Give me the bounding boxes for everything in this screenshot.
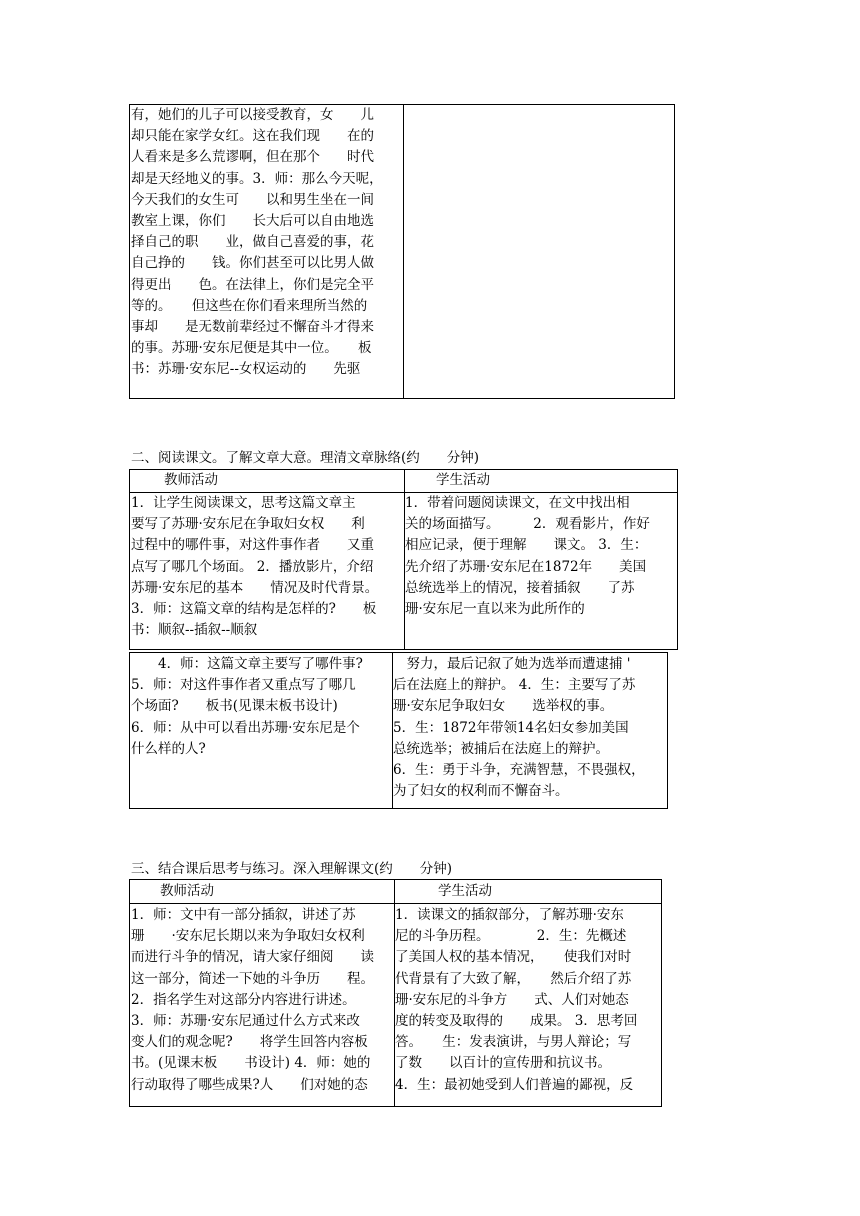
text-line: 度的转变及取得的 成果。 3．思考回 [395, 1013, 638, 1030]
text-line: 珊·安东尼的斗争方 式、人们对她态 [395, 991, 629, 1008]
text-line: 努力，最后记叙了她为选举而遭逮捕 ' [393, 656, 631, 672]
text-line: 珊 ·安东尼长期以来为争取妇女权利 [131, 928, 365, 945]
text-line: 行动取得了哪些成果?人 们对她的态 [131, 1076, 368, 1093]
section3-student-cell [395, 905, 661, 1105]
section3-teacher-cell [131, 905, 394, 1105]
text-line: 得更出 色。在法律上，你们是完全平 [131, 276, 374, 293]
student-activity-header: 学生活动 [436, 472, 490, 488]
text-line: 而进行斗争的情况，请大家仔细阅 读 [131, 949, 374, 966]
text-line: 自己挣的 钱。你们甚至可以比男人做 [131, 255, 374, 272]
section2-row2-teacher-cell [131, 654, 392, 806]
text-line: 后在法庭上的辩护。 4．生：主要写了苏 [393, 677, 636, 694]
text-line: 1．读课文的插叙部分，了解苏珊·安东 [395, 907, 624, 923]
text-line: 变人们的观念呢? 将学生回答内容板 [131, 1034, 368, 1051]
text-line: 什么样的人? [131, 740, 206, 757]
text-line: 点写了哪几个场面。 2．播放影片，介绍 [131, 558, 374, 575]
text-line: 相应记录，便于理解 课文。 3．生： [405, 537, 648, 554]
text-line: 苏珊·安东尼的基本 情况及时代背景。 [131, 579, 379, 596]
text-line: 1．师：文中有一部分插叙，讲述了苏 [131, 907, 356, 923]
text-line: 4．师：这篇文章主要写了哪件事? [131, 656, 363, 672]
text-line: 1．带着问题阅读课文，在文中找出相 [405, 495, 630, 511]
section2-heading: 二、阅读课文。了解文章大意。理清文章脉络(约 分钟) [131, 450, 480, 466]
text-line: 5．师：对这件事作者又重点写了哪几 [131, 677, 356, 694]
text-line: 书。(见课末板 书设计) 4．师：她的 [131, 1055, 371, 1072]
text-line: 3．师：苏珊·安东尼通过什么方式来改 [131, 1013, 360, 1030]
text-line: 等的。 但这些在你们看来理所当然的 [131, 297, 368, 314]
text-line: 个场面? 板书(见课末板书设计) [131, 698, 338, 715]
section2-row1-teacher-cell [131, 493, 403, 648]
text-line: 却是天经地义的事。3．师：那么今天呢， [131, 170, 383, 187]
section3-heading: 三、结合课后思考与练习。深入理解课文(约 分钟) [131, 861, 453, 877]
text-line: 答。 生：发表演讲，与男人辩论；写 [395, 1034, 632, 1051]
text-line: 2．指名学生对这部分内容进行讲述。 [131, 991, 356, 1008]
text-line: 3．师：这篇文章的结构是怎样的? 板 [131, 601, 377, 618]
text-line: 今天我们的女生可 以和男生坐在一间 [131, 191, 374, 208]
text-line: 1．让学生阅读课文，思考这篇文章主 [131, 495, 356, 511]
text-line: 为了妇女的权利而不懈奋斗。 [393, 783, 569, 800]
text-line: 珊·安东尼争取妇女 选举权的事。 [393, 698, 614, 715]
text-line: 总统选举；被捕后在法庭上的辩护。 [393, 740, 609, 757]
section3-header-underline [129, 903, 662, 904]
text-line: 人看来是多么荒谬啊，但在那个 时代 [131, 149, 374, 166]
section2-row2-student-cell [393, 654, 668, 806]
text-line: 5．生：1872年带领14名妇女参加美国 [393, 719, 629, 736]
text-line: 尼的斗争历程。 2．生：先概述 [395, 928, 627, 945]
text-line: 却只能在家学女红。这在我们现 在的 [131, 128, 374, 145]
text-line: 总统选举上的情况，接着插叙 了苏 [405, 579, 635, 596]
text-line: 6．生：勇于斗争，充满智慧，不畏强权， [393, 762, 645, 779]
text-line: 关的场面描写。 2．观看影片，作好 [405, 516, 650, 533]
table1-left-cell [131, 104, 403, 399]
section2-row1-student-cell [405, 493, 677, 648]
text-line: 先介绍了苏珊·安东尼在1872年 美国 [405, 558, 647, 575]
text-line: 珊·安东尼一直以来为此所作的 [405, 601, 585, 618]
teacher-activity-header: 教师活动 [164, 472, 218, 488]
text-line: 6．师：从中可以看出苏珊·安东尼是个 [131, 719, 360, 736]
text-line: 有，她们的儿子可以接受教育，女 儿 [131, 107, 374, 123]
text-line: 了美国人权的基本情况， 使我们对时 [395, 949, 632, 966]
text-line: 事却 是无数前辈经过不懈奋斗才得来 [131, 319, 374, 336]
text-line: 了数 以百计的宣传册和抗议书。 [395, 1055, 611, 1072]
text-line: 书：苏珊·安东尼--女权运动的 先驱 [131, 361, 361, 378]
text-line: 书：顺叙--插叙--顺叙 [131, 622, 258, 639]
text-line: 代背景有了大致了解， 然后介绍了苏 [395, 970, 632, 987]
text-line: 教室上课，你们 长大后可以自由地选 [131, 213, 374, 230]
section3-teacher-header: 教师活动 [160, 883, 214, 899]
text-line: 要写了苏珊·安东尼在争取妇女权 利 [131, 516, 365, 533]
table-divider [403, 104, 404, 399]
text-line: 的事。苏珊·安东尼便是其中一位。 板 [131, 340, 372, 357]
text-line: 择自己的职 业，做自己喜爱的事，花 [131, 234, 374, 251]
section3-student-header: 学生活动 [438, 883, 492, 899]
text-line: 过程中的哪件事，对这件事作者 又重 [131, 537, 374, 554]
text-line: 4．生：最初她受到人们普遍的鄙视，反 [395, 1076, 634, 1093]
section2-header-divider [404, 469, 405, 493]
text-line: 这一部分，简述一下她的斗争历 程。 [131, 970, 374, 987]
